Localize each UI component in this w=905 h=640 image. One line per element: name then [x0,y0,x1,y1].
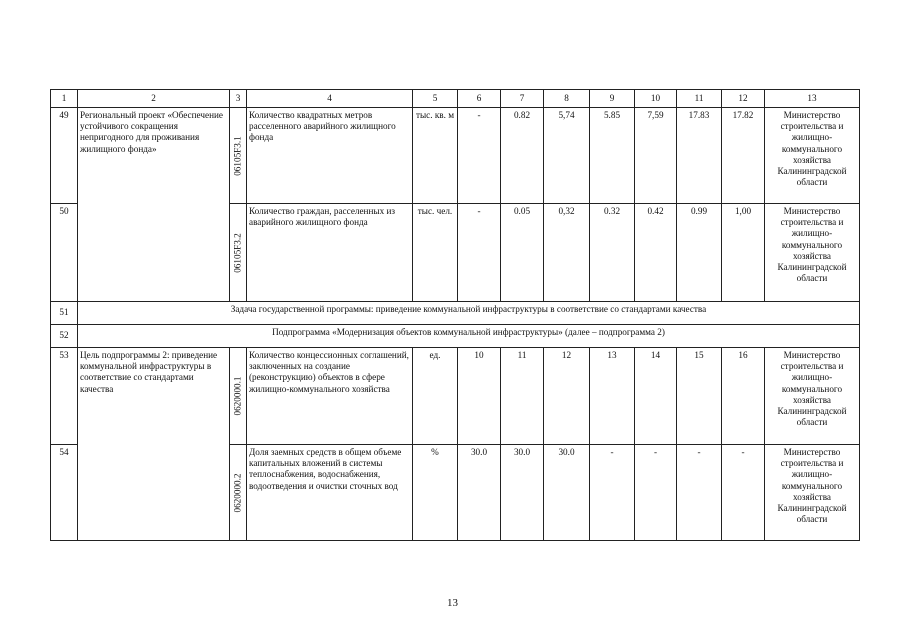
header-cell: 5 [413,90,458,108]
value-cell: 14 [635,348,677,445]
header-cell: 13 [765,90,860,108]
header-cell: 9 [590,90,635,108]
header-cell: 7 [501,90,544,108]
table-row [51,302,860,325]
task-heading: Задача государственной программы: приведение коммунальной инфраструктуры в соответствие со стандартами качества [78,302,860,325]
header-cell: 1 [51,90,78,108]
value-cell: - [635,445,677,541]
value-cell: 0,32 [544,204,590,302]
value-cell: 0.42 [635,204,677,302]
page-number: 13 [447,597,458,609]
indicator-code-text: 0620000.1 [232,376,243,416]
indicator-code-text: 06105F3.1 [232,135,243,176]
value-cell: 0.32 [590,204,635,302]
responsible-org: Министерство строительства и жилищно-коммунального хозяйства Калининградской области [765,108,860,204]
responsible-org: Министерство строительства и жилищно-коммунального хозяйства Калининградской области [765,204,860,302]
unit-cell: тыс. кв. м [413,108,458,204]
value-cell: 30.0 [544,445,590,541]
value-cell: 0.82 [501,108,544,204]
value-cell: 5.85 [590,108,635,204]
value-cell: 12 [544,348,590,445]
indicator-name: Количество квадратных метров расселенного аварийного жилищного фонда [247,108,413,204]
row-number: 53 [51,348,78,445]
value-cell: 30.0 [501,445,544,541]
unit-cell: тыс. чел. [413,204,458,302]
subprogram-heading: Подпрограмма «Модернизация объектов коммунальной инфраструктуры» (далее – подпрограмма 2) [78,325,860,348]
goal-cell: Цель подпрограммы 2: приведение коммунальной инфраструктуры в соответствие со стандартами качества [78,348,230,541]
value-cell: 11 [501,348,544,445]
value-cell: 7,59 [635,108,677,204]
unit-cell: % [413,445,458,541]
unit-cell: ед. [413,348,458,445]
indicator-code-text: 0620000.2 [232,472,243,513]
header-cell: 6 [458,90,501,108]
value-cell: 30.0 [458,445,501,541]
indicator-name: Количество граждан, расселенных из аварийного жилищного фонда [247,204,413,302]
indicator-code [230,204,247,302]
header-row [51,90,860,108]
header-cell: 12 [722,90,765,108]
value-cell: 15 [677,348,722,445]
row-number: 49 [51,108,78,204]
table-row [51,348,860,445]
indicator-code-text: 06105F3.2 [232,232,243,273]
value-cell: - [722,445,765,541]
goal-cell: Региональный проект «Обеспечение устойчивого сокращения непригодного для проживания жилищного фонда» [78,108,230,302]
indicator-code [230,445,247,541]
value-cell: 1,00 [722,204,765,302]
value-cell: 13 [590,348,635,445]
header-cell: 4 [247,90,413,108]
value-cell: 16 [722,348,765,445]
indicator-name: Количество концессионных соглашений, заключенных на создание (реконструкцию) объектов в сфере жилищно-коммунального хозяйства [247,348,413,445]
row-number: 54 [51,445,78,541]
value-cell: - [677,445,722,541]
value-cell: 17.82 [722,108,765,204]
row-number: 50 [51,204,78,302]
value-cell: - [590,445,635,541]
header-cell: 8 [544,90,590,108]
value-cell: - [458,204,501,302]
indicator-name: Доля заемных средств в общем объеме капитальных вложений в системы теплоснабжения, водоснабжения, водоотведения и очистки сточных вод [247,445,413,541]
header-cell: 10 [635,90,677,108]
value-cell: 5,74 [544,108,590,204]
header-cell: 2 [78,90,230,108]
value-cell: 0.05 [501,204,544,302]
responsible-org: Министерство строительства и жилищно-коммунального хозяйства Калининградской области [765,445,860,541]
value-cell: 17.83 [677,108,722,204]
indicators-table [50,89,860,541]
header-cell: 11 [677,90,722,108]
row-number: 52 [51,325,78,348]
value-cell: - [458,108,501,204]
header-cell: 3 [230,90,247,108]
value-cell: 10 [458,348,501,445]
table-row [51,325,860,348]
indicator-code [230,108,247,204]
table-row [51,108,860,204]
responsible-org: Министерство строительства и жилищно-коммунального хозяйства Калининградской области [765,348,860,445]
indicator-code [230,348,247,445]
row-number: 51 [51,302,78,325]
value-cell: 0.99 [677,204,722,302]
